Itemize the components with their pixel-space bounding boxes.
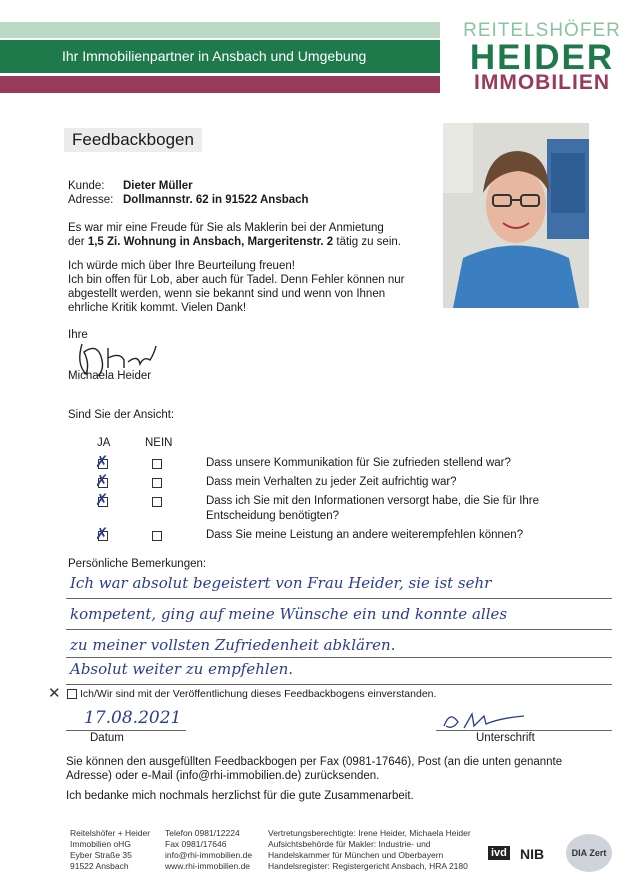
nein-checkbox-4[interactable]	[152, 531, 162, 541]
remark-rule-3	[66, 657, 612, 658]
remark-rule-2	[66, 629, 612, 630]
footer-contact-line: Fax 0981/17646	[165, 839, 227, 849]
kunde-value: Dieter Müller	[123, 180, 193, 192]
consent-text: Ich/Wir sind mit der Veröffentlichung dieses Feedbackbogens einverstanden.	[80, 688, 437, 700]
footer-legal-line: Aufsichtsbehörde für Makler: Industrie- und	[268, 839, 431, 849]
footer-contact-line: www.rhi-immobilien.de	[165, 861, 251, 871]
question-4: Dass Sie meine Leistung an andere weiterempfehlen können?	[206, 529, 524, 541]
footer-legal-line: Vertretungsberechtigte: Irene Heider, Michaela Heider	[268, 828, 471, 838]
question-2: Dass mein Verhalten zu jeder Zeit aufrichtig war?	[206, 476, 457, 488]
footer-company-line: 91522 Ansbach	[70, 861, 129, 871]
column-ja: JA	[97, 437, 111, 449]
intro-line-1: Es war mir eine Freude für Sie als Maklerin bei der Anmietung	[68, 222, 384, 234]
remark-rule-1	[66, 598, 612, 599]
column-nein: NEIN	[145, 437, 173, 449]
customer-row	[68, 179, 193, 194]
logo-line-2: HEIDER	[469, 38, 615, 77]
remark-line-3: zu meiner vollsten Zufriedenheit abklären.	[70, 636, 396, 654]
page-title: Feedbackbogen	[64, 128, 202, 152]
logo-line-3: IMMOBILIEN	[474, 71, 610, 94]
signature-name: Michaela Heider	[68, 370, 152, 382]
intro-p2-line-4: ehrliche Kritik kommt. Vielen Dank!	[68, 302, 247, 314]
property-name: 1,5 Zi. Wohnung in Ansbach, Margeritenstr. 2	[87, 236, 334, 248]
intro-p2-line-1: Ich würde mich über Ihre Beurteilung freuen!	[68, 260, 295, 272]
footer-company-line: Reitelshöfer + Heider	[70, 828, 151, 838]
footer-contact-line: info@rhi-immobilien.de	[165, 850, 253, 860]
signature-label: Unterschrift	[476, 732, 535, 744]
footer-legal	[268, 828, 471, 872]
consent-checkbox[interactable]	[67, 689, 77, 699]
footer-contact-line: Telefon 0981/12224	[165, 828, 240, 838]
footer-contact	[165, 828, 252, 872]
question-1: Dass unsere Kommunikation für Sie zufrieden stellend war?	[206, 457, 511, 469]
nib-logo: NIB	[520, 846, 545, 862]
nein-checkbox-3[interactable]	[152, 497, 162, 507]
intro-pre: der	[68, 236, 88, 248]
footer-company-line: Eyber Straße 35	[70, 850, 132, 860]
intro-post: tätig zu sein.	[333, 236, 401, 248]
closing-line-2: Adresse) oder e-Mail (info@rhi-immobilien.de) zurücksenden.	[66, 770, 380, 782]
cross-mark-1: ✗	[95, 452, 109, 471]
closing-line-1: Sie können den ausgefüllten Feedbackbogen per Fax (0981-17646), Post (an die unten genannte	[66, 756, 563, 768]
adresse-value: Dollmannstr. 62 in 91522 Ansbach	[123, 194, 309, 206]
date-rule	[66, 730, 186, 731]
cross-mark-3: ✗	[95, 490, 109, 509]
footer-company-line: Immobilien oHG	[70, 839, 131, 849]
questions-intro: Sind Sie der Ansicht:	[68, 409, 175, 421]
nein-checkbox-2[interactable]	[152, 478, 162, 488]
remark-line-1: Ich war absolut begeistert von Frau Heider, sie ist sehr	[70, 574, 492, 592]
remark-line-4: Absolut weiter zu empfehlen.	[70, 660, 294, 678]
footer-legal-line: Handelskammer für München und Oberbayern	[268, 850, 444, 860]
cross-mark-2: ✗	[95, 471, 109, 490]
footer-legal-line: Handelsregister: Registergericht Ansbach, HRA 2180	[268, 861, 468, 871]
signature-ihre: Ihre	[68, 329, 88, 341]
remark-line-2: kompetent, ging auf meine Wünsche ein und konnte alles	[70, 605, 508, 623]
footer-company	[70, 828, 150, 872]
dia-zert-badge: DIA Zert	[566, 834, 612, 872]
ivd-logo: ivd	[488, 846, 510, 860]
consent-cross-mark: ✕	[48, 685, 61, 702]
address-row	[68, 193, 309, 208]
header-band-light	[0, 22, 440, 38]
logo-line-1: REITELSHÖFER	[463, 20, 621, 41]
intro-p2-line-3: abgestellt werden, wenn sie bekannt sind und wenn von Ihnen	[68, 288, 386, 300]
agent-photo	[443, 123, 589, 308]
intro-line-2	[68, 235, 401, 250]
remarks-label: Persönliche Bemerkungen:	[68, 558, 207, 570]
closing-line-3: Ich bedanke mich nochmals herzlichst für die gute Zusammenarbeit.	[66, 790, 414, 802]
question-3: Dass ich Sie mit den Informationen versorgt habe, die Sie für Ihre Entscheidung benötigten?	[206, 495, 540, 522]
kunde-label: Kunde:	[68, 180, 105, 192]
header-band-pink	[0, 76, 440, 93]
date-value: 17.08.2021	[84, 708, 182, 728]
cross-mark-4: ✗	[95, 524, 109, 543]
adresse-label: Adresse:	[68, 194, 114, 206]
intro-p2-line-2: Ich bin offen für Lob, aber auch für Tadel. Denn Fehler können nur	[68, 274, 405, 286]
header-tagline: Ihr Immobilienpartner in Ansbach und Umgebung	[62, 48, 367, 64]
date-label: Datum	[90, 732, 124, 744]
nein-checkbox-1[interactable]	[152, 459, 162, 469]
remark-rule-4	[66, 684, 612, 685]
